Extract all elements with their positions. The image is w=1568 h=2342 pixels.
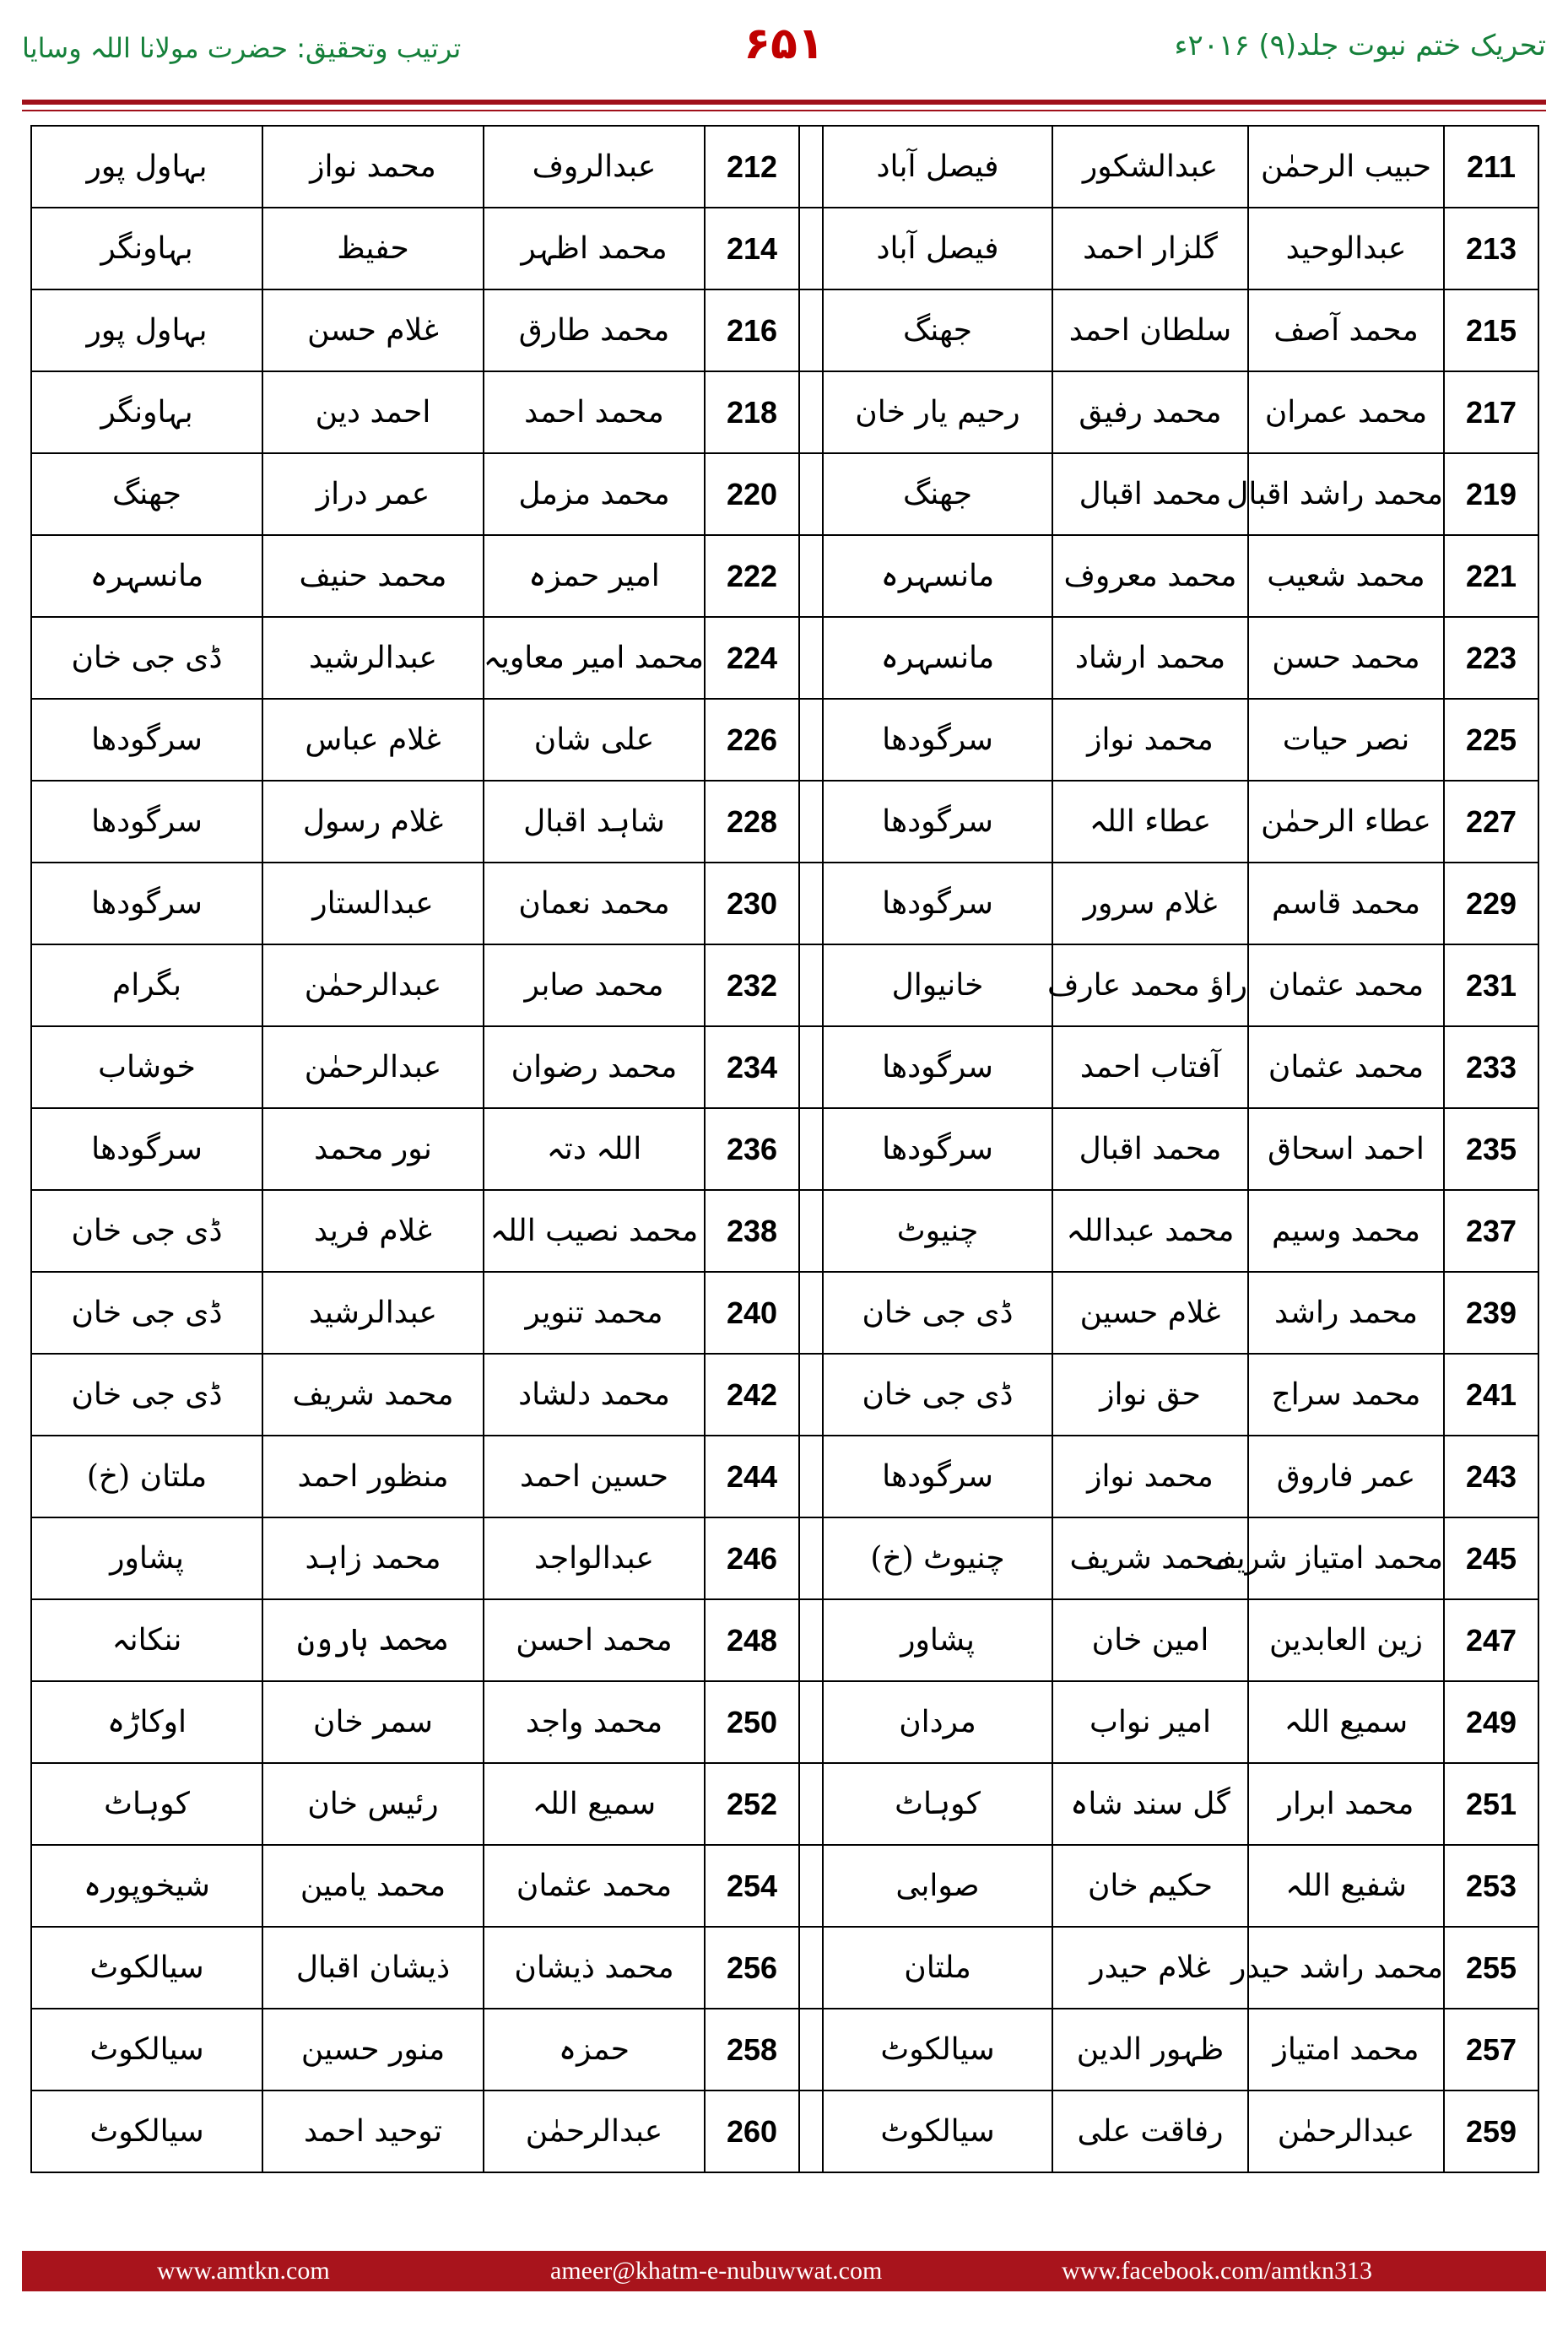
left-father-name-cell: محمد ہارون [262, 1599, 484, 1681]
left-student-name-cell: محمد طارق [484, 289, 705, 371]
column-gap [799, 1681, 823, 1763]
right-father-name-cell: ظہور الدین [1052, 2009, 1248, 2090]
right-city-name-cell: مانسہرہ [823, 535, 1052, 617]
left-father-name-cell: محمد یامین [262, 1845, 484, 1927]
left-city-name-cell: سرگودھا [31, 781, 262, 863]
left-city-name-cell: بگرام [31, 944, 262, 1026]
left-city-name-cell: ڈی جی خان [31, 1354, 262, 1436]
right-record-number-cell: 241 [1444, 1354, 1538, 1436]
right-city-name-cell: فیصل آباد [823, 126, 1052, 208]
right-father-name-cell: غلام حسین [1052, 1272, 1248, 1354]
names-table-container [30, 125, 1538, 2218]
right-city-name-cell: فیصل آباد [823, 208, 1052, 289]
left-record-number-cell: 230 [705, 863, 799, 944]
right-father-name-cell: محمد رفیق [1052, 371, 1248, 453]
right-student-name-cell: سمیع اللہ [1248, 1681, 1444, 1763]
table-row [31, 1763, 1538, 1845]
left-student-name-cell: محمد تنویر [484, 1272, 705, 1354]
left-student-name-cell: محمد مزمل [484, 453, 705, 535]
left-student-name-cell: محمد عثمان [484, 1845, 705, 1927]
column-gap [799, 944, 823, 1026]
right-father-name-cell: محمد اقبال [1052, 1108, 1248, 1190]
right-student-name-cell: محمد وسیم [1248, 1190, 1444, 1272]
column-gap [799, 289, 823, 371]
left-father-name-cell: احمد دین [262, 371, 484, 453]
right-student-name-cell: عبدالرحمٰن [1248, 2090, 1444, 2172]
left-city-name-cell: سیالکوٹ [31, 2090, 262, 2172]
right-student-name-cell: محمد عمران [1248, 371, 1444, 453]
table-row [31, 453, 1538, 535]
column-gap [799, 208, 823, 289]
right-father-name-cell: محمد ارشاد [1052, 617, 1248, 699]
left-student-name-cell: محمد دلشاد [484, 1354, 705, 1436]
right-city-name-cell: سرگودھا [823, 1436, 1052, 1517]
left-father-name-cell: غلام حسن [262, 289, 484, 371]
left-record-number-cell: 214 [705, 208, 799, 289]
right-city-name-cell: رحیم یار خان [823, 371, 1052, 453]
column-gap [799, 1927, 823, 2009]
left-father-name-cell: غلام فرید [262, 1190, 484, 1272]
left-record-number-cell: 234 [705, 1026, 799, 1108]
right-record-number-cell: 259 [1444, 2090, 1538, 2172]
left-student-name-cell: علی شان [484, 699, 705, 781]
left-record-number-cell: 254 [705, 1845, 799, 1927]
table-row [31, 1845, 1538, 1927]
table-row [31, 1681, 1538, 1763]
right-student-name-cell: محمد راشد [1248, 1272, 1444, 1354]
left-record-number-cell: 258 [705, 2009, 799, 2090]
right-record-number-cell: 231 [1444, 944, 1538, 1026]
right-record-number-cell: 215 [1444, 289, 1538, 371]
column-gap [799, 126, 823, 208]
book-title: تحریک ختم نبوت جلد(۹) ۲۰۱۶ء [1174, 29, 1546, 62]
right-father-name-cell: آفتاب احمد [1052, 1026, 1248, 1108]
left-city-name-cell: سرگودھا [31, 699, 262, 781]
left-father-name-cell: محمد شریف [262, 1354, 484, 1436]
right-father-name-cell: حکیم خان [1052, 1845, 1248, 1927]
right-student-name-cell: عبدالوحید [1248, 208, 1444, 289]
right-father-name-cell: عبدالشکور [1052, 126, 1248, 208]
right-city-name-cell: سرگودھا [823, 863, 1052, 944]
right-record-number-cell: 235 [1444, 1108, 1538, 1190]
right-student-name-cell: عطاء الرحمٰن [1248, 781, 1444, 863]
table-row [31, 371, 1538, 453]
left-record-number-cell: 248 [705, 1599, 799, 1681]
left-father-name-cell: عبدالرحمٰن [262, 944, 484, 1026]
left-father-name-cell: عبدالرحمٰن [262, 1026, 484, 1108]
right-father-name-cell: گل سند شاہ [1052, 1763, 1248, 1845]
left-record-number-cell: 236 [705, 1108, 799, 1190]
right-father-name-cell: غلام حیدر [1052, 1927, 1248, 2009]
table-row [31, 699, 1538, 781]
right-city-name-cell: جھنگ [823, 453, 1052, 535]
right-student-name-cell: محمد راشد حیدر [1248, 1927, 1444, 2009]
right-record-number-cell: 255 [1444, 1927, 1538, 2009]
right-student-name-cell: محمد عثمان [1248, 944, 1444, 1026]
right-record-number-cell: 229 [1444, 863, 1538, 944]
right-father-name-cell: امیر نواب [1052, 1681, 1248, 1763]
editor-credit: ترتیب وتحقیق: حضرت مولانا اللہ وسایا [22, 32, 462, 64]
column-gap [799, 1354, 823, 1436]
left-city-name-cell: سیالکوٹ [31, 1927, 262, 2009]
left-record-number-cell: 224 [705, 617, 799, 699]
right-city-name-cell: پشاور [823, 1599, 1052, 1681]
footer-email-link[interactable]: ameer@khatm-e-nubuwwat.com [550, 2257, 883, 2285]
right-father-name-cell: راؤ محمد عارف [1052, 944, 1248, 1026]
table-row [31, 1354, 1538, 1436]
right-record-number-cell: 251 [1444, 1763, 1538, 1845]
right-student-name-cell: محمد امتیاز [1248, 2009, 1444, 2090]
left-father-name-cell: عمر دراز [262, 453, 484, 535]
right-record-number-cell: 217 [1444, 371, 1538, 453]
header-rule-thin [22, 110, 1546, 111]
left-student-name-cell: امیر حمزہ [484, 535, 705, 617]
column-gap [799, 1599, 823, 1681]
footer-facebook-link[interactable]: www.facebook.com/amtkn313 [1062, 2257, 1372, 2285]
left-father-name-cell: عبدالستار [262, 863, 484, 944]
left-city-name-cell: اوکاڑہ [31, 1681, 262, 1763]
table-row [31, 1436, 1538, 1517]
left-father-name-cell: غلام عباس [262, 699, 484, 781]
table-row [31, 863, 1538, 944]
right-student-name-cell: محمد آصف [1248, 289, 1444, 371]
left-student-name-cell: شاہد اقبال [484, 781, 705, 863]
left-city-name-cell: کوہاٹ [31, 1763, 262, 1845]
column-gap [799, 617, 823, 699]
right-record-number-cell: 233 [1444, 1026, 1538, 1108]
right-student-name-cell: محمد قاسم [1248, 863, 1444, 944]
table-row [31, 535, 1538, 617]
page-header [0, 0, 1568, 97]
left-city-name-cell: بہاول پور [31, 289, 262, 371]
left-record-number-cell: 218 [705, 371, 799, 453]
right-record-number-cell: 213 [1444, 208, 1538, 289]
left-record-number-cell: 256 [705, 1927, 799, 2009]
left-father-name-cell: عبدالرشید [262, 617, 484, 699]
column-gap [799, 1763, 823, 1845]
right-student-name-cell: محمد حسن [1248, 617, 1444, 699]
table-row [31, 289, 1538, 371]
right-father-name-cell: عطاء اللہ [1052, 781, 1248, 863]
page-footer [22, 2251, 1546, 2291]
left-father-name-cell: حفیظ [262, 208, 484, 289]
right-record-number-cell: 249 [1444, 1681, 1538, 1763]
right-record-number-cell: 245 [1444, 1517, 1538, 1599]
left-student-name-cell: عبدالرحمٰن [484, 2090, 705, 2172]
left-record-number-cell: 226 [705, 699, 799, 781]
left-city-name-cell: سرگودھا [31, 863, 262, 944]
left-father-name-cell: محمد حنیف [262, 535, 484, 617]
left-record-number-cell: 244 [705, 1436, 799, 1517]
left-student-name-cell: محمد صابر [484, 944, 705, 1026]
header-rule-thick [22, 100, 1546, 105]
right-city-name-cell: کوہاٹ [823, 1763, 1052, 1845]
right-city-name-cell: چنیوٹ [823, 1190, 1052, 1272]
right-student-name-cell: محمد راشد اقبال [1248, 453, 1444, 535]
left-student-name-cell: اللہ دتہ [484, 1108, 705, 1190]
right-father-name-cell: محمد اقبال [1052, 453, 1248, 535]
table-row [31, 1599, 1538, 1681]
table-row [31, 1517, 1538, 1599]
right-record-number-cell: 223 [1444, 617, 1538, 699]
column-gap [799, 1026, 823, 1108]
right-father-name-cell: محمد عبداللہ [1052, 1190, 1248, 1272]
left-father-name-cell: غلام رسول [262, 781, 484, 863]
left-city-name-cell: ننکانہ [31, 1599, 262, 1681]
right-city-name-cell: مانسہرہ [823, 617, 1052, 699]
left-father-name-cell: ذیشان اقبال [262, 1927, 484, 2009]
left-father-name-cell: منور حسین [262, 2009, 484, 2090]
left-record-number-cell: 242 [705, 1354, 799, 1436]
right-student-name-cell: حبیب الرحمٰن [1248, 126, 1444, 208]
left-record-number-cell: 250 [705, 1681, 799, 1763]
names-table [30, 125, 1539, 2173]
column-gap [799, 1845, 823, 1927]
left-student-name-cell: محمد امیر معاویہ [484, 617, 705, 699]
left-city-name-cell: خوشاب [31, 1026, 262, 1108]
column-gap [799, 371, 823, 453]
left-student-name-cell: سمیع اللہ [484, 1763, 705, 1845]
table-row [31, 1190, 1538, 1272]
left-city-name-cell: بہاونگر [31, 208, 262, 289]
left-student-name-cell: عبدالواجد [484, 1517, 705, 1599]
right-city-name-cell: ملتان [823, 1927, 1052, 2009]
right-city-name-cell: ڈی جی خان [823, 1272, 1052, 1354]
left-student-name-cell: محمد احسن [484, 1599, 705, 1681]
table-row [31, 944, 1538, 1026]
column-gap [799, 1436, 823, 1517]
right-father-name-cell: سلطان احمد [1052, 289, 1248, 371]
left-city-name-cell: سیالکوٹ [31, 2009, 262, 2090]
left-record-number-cell: 228 [705, 781, 799, 863]
left-record-number-cell: 240 [705, 1272, 799, 1354]
right-record-number-cell: 219 [1444, 453, 1538, 535]
right-student-name-cell: محمد عثمان [1248, 1026, 1444, 1108]
right-student-name-cell: نصر حیات [1248, 699, 1444, 781]
table-row [31, 126, 1538, 208]
left-student-name-cell: محمد رضوان [484, 1026, 705, 1108]
column-gap [799, 699, 823, 781]
right-city-name-cell: چنیوٹ (خ) [823, 1517, 1052, 1599]
table-row [31, 1927, 1538, 2009]
right-father-name-cell: حق نواز [1052, 1354, 1248, 1436]
table-row [31, 781, 1538, 863]
right-father-name-cell: رفاقت علی [1052, 2090, 1248, 2172]
left-record-number-cell: 222 [705, 535, 799, 617]
right-city-name-cell: مردان [823, 1681, 1052, 1763]
right-city-name-cell: سرگودھا [823, 781, 1052, 863]
left-student-name-cell: محمد نعمان [484, 863, 705, 944]
right-student-name-cell: زین العابدین [1248, 1599, 1444, 1681]
left-record-number-cell: 232 [705, 944, 799, 1026]
right-record-number-cell: 221 [1444, 535, 1538, 617]
left-student-name-cell: محمد ذیشان [484, 1927, 705, 2009]
right-city-name-cell: صوابی [823, 1845, 1052, 1927]
right-city-name-cell: سرگودھا [823, 1026, 1052, 1108]
left-city-name-cell: شیخوپورہ [31, 1845, 262, 1927]
right-record-number-cell: 247 [1444, 1599, 1538, 1681]
left-record-number-cell: 246 [705, 1517, 799, 1599]
left-city-name-cell: مانسہرہ [31, 535, 262, 617]
table-row [31, 2009, 1538, 2090]
left-city-name-cell: ڈی جی خان [31, 617, 262, 699]
right-record-number-cell: 225 [1444, 699, 1538, 781]
left-student-name-cell: حسین احمد [484, 1436, 705, 1517]
right-record-number-cell: 239 [1444, 1272, 1538, 1354]
column-gap [799, 863, 823, 944]
left-record-number-cell: 216 [705, 289, 799, 371]
right-father-name-cell: غلام سرور [1052, 863, 1248, 944]
left-student-name-cell: محمد واجد [484, 1681, 705, 1763]
left-student-name-cell: عبدالروف [484, 126, 705, 208]
left-record-number-cell: 220 [705, 453, 799, 535]
right-father-name-cell: گلزار احمد [1052, 208, 1248, 289]
right-city-name-cell: سرگودھا [823, 699, 1052, 781]
left-city-name-cell: بہاونگر [31, 371, 262, 453]
right-record-number-cell: 243 [1444, 1436, 1538, 1517]
left-father-name-cell: رئیس خان [262, 1763, 484, 1845]
column-gap [799, 1272, 823, 1354]
right-student-name-cell: محمد سراج [1248, 1354, 1444, 1436]
right-record-number-cell: 257 [1444, 2009, 1538, 2090]
left-father-name-cell: سمر خان [262, 1681, 484, 1763]
column-gap [799, 453, 823, 535]
left-father-name-cell: نور محمد [262, 1108, 484, 1190]
left-father-name-cell: محمد نواز [262, 126, 484, 208]
right-student-name-cell: محمد شعیب [1248, 535, 1444, 617]
left-record-number-cell: 238 [705, 1190, 799, 1272]
left-father-name-cell: منظور احمد [262, 1436, 484, 1517]
column-gap [799, 1108, 823, 1190]
right-city-name-cell: سیالکوٹ [823, 2090, 1052, 2172]
left-city-name-cell: ملتان (خ) [31, 1436, 262, 1517]
right-city-name-cell: جھنگ [823, 289, 1052, 371]
column-gap [799, 2090, 823, 2172]
right-father-name-cell: محمد معروف [1052, 535, 1248, 617]
column-gap [799, 1190, 823, 1272]
column-gap [799, 1517, 823, 1599]
right-student-name-cell: عمر فاروق [1248, 1436, 1444, 1517]
left-city-name-cell: جھنگ [31, 453, 262, 535]
right-father-name-cell: محمد شریف [1052, 1517, 1248, 1599]
names-table-body [31, 126, 1538, 2172]
left-city-name-cell: پشاور [31, 1517, 262, 1599]
right-city-name-cell: ڈی جی خان [823, 1354, 1052, 1436]
left-city-name-cell: بہاول پور [31, 126, 262, 208]
left-student-name-cell: محمد نصیب اللہ [484, 1190, 705, 1272]
left-record-number-cell: 260 [705, 2090, 799, 2172]
footer-website-link[interactable]: www.amtkn.com [157, 2257, 330, 2285]
left-student-name-cell: محمد اظہر [484, 208, 705, 289]
table-row [31, 617, 1538, 699]
right-city-name-cell: خانیوال [823, 944, 1052, 1026]
left-city-name-cell: سرگودھا [31, 1108, 262, 1190]
right-student-name-cell: محمد ابرار [1248, 1763, 1444, 1845]
table-row [31, 2090, 1538, 2172]
left-record-number-cell: 212 [705, 126, 799, 208]
right-student-name-cell: شفیع اللہ [1248, 1845, 1444, 1927]
right-record-number-cell: 211 [1444, 126, 1538, 208]
table-row [31, 208, 1538, 289]
column-gap [799, 781, 823, 863]
column-gap [799, 535, 823, 617]
left-city-name-cell: ڈی جی خان [31, 1272, 262, 1354]
left-father-name-cell: محمد زاہد [262, 1517, 484, 1599]
right-student-name-cell: احمد اسحاق [1248, 1108, 1444, 1190]
right-record-number-cell: 253 [1444, 1845, 1538, 1927]
column-gap [799, 2009, 823, 2090]
left-father-name-cell: عبدالرشید [262, 1272, 484, 1354]
right-father-name-cell: محمد نواز [1052, 699, 1248, 781]
right-student-name-cell: محمد امتیاز شریف [1248, 1517, 1444, 1599]
right-city-name-cell: سیالکوٹ [823, 2009, 1052, 2090]
page-number: ۶۵۱ [743, 19, 825, 69]
right-city-name-cell: سرگودھا [823, 1108, 1052, 1190]
table-row [31, 1026, 1538, 1108]
right-father-name-cell: امین خان [1052, 1599, 1248, 1681]
right-father-name-cell: محمد نواز [1052, 1436, 1248, 1517]
left-student-name-cell: حمزہ [484, 2009, 705, 2090]
left-father-name-cell: توحید احمد [262, 2090, 484, 2172]
table-row [31, 1272, 1538, 1354]
right-record-number-cell: 237 [1444, 1190, 1538, 1272]
left-record-number-cell: 252 [705, 1763, 799, 1845]
left-student-name-cell: محمد احمد [484, 371, 705, 453]
table-row [31, 1108, 1538, 1190]
left-city-name-cell: ڈی جی خان [31, 1190, 262, 1272]
right-record-number-cell: 227 [1444, 781, 1538, 863]
